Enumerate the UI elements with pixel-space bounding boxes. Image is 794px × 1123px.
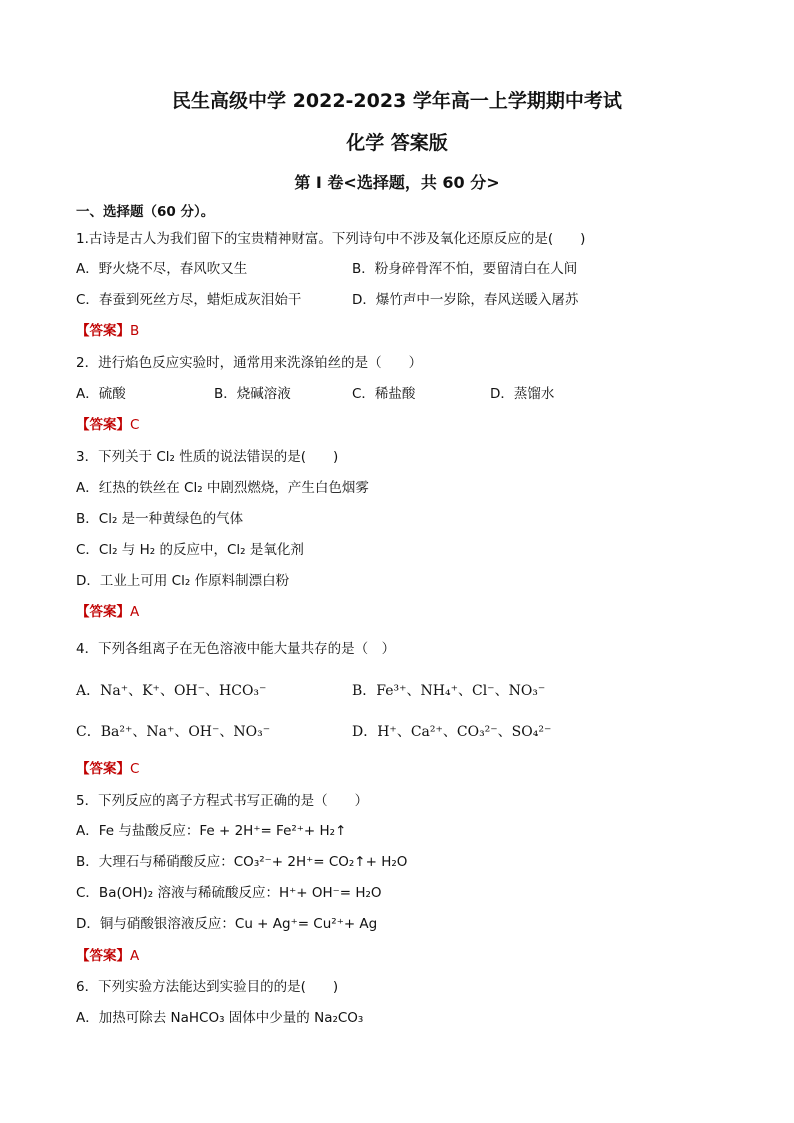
q1-option-b: B．粉身碎骨浑不怕，要留清白在人间 bbox=[352, 261, 578, 277]
q4-option-c: C．Ba²⁺、Na⁺、OH⁻、NO₃⁻ bbox=[76, 724, 271, 740]
q2-answer bbox=[76, 415, 139, 435]
q5-option-c: C．Ba(OH)₂ 溶液与稀硫酸反应：H⁺+ OH⁻= H₂O bbox=[76, 885, 382, 901]
q2-option-d: D．蒸馏水 bbox=[490, 386, 555, 402]
q3-answer-value: A bbox=[130, 604, 140, 620]
answer-label: 【答案】 bbox=[76, 761, 130, 777]
q3-option-a: A．红热的铁丝在 Cl₂ 中剧烈燃烧，产生白色烟雾 bbox=[76, 480, 369, 496]
q5-stem: 5．下列反应的离子方程式书写正确的是（ ） bbox=[76, 793, 369, 809]
q4-stem: 4．下列各组离子在无色溶液中能大量共存的是（ ） bbox=[76, 641, 396, 657]
q5-option-a: A．Fe 与盐酸反应：Fe + 2H⁺= Fe²⁺+ H₂↑ bbox=[76, 823, 347, 839]
answer-label: 【答案】 bbox=[76, 948, 130, 964]
q5-answer-value: A bbox=[130, 948, 140, 964]
q3-option-d: D．工业上可用 Cl₂ 作原料制漂白粉 bbox=[76, 573, 290, 589]
q1-option-c: C．春蚕到死丝方尽，蜡炬成灰泪始干 bbox=[76, 292, 302, 308]
q1-answer bbox=[76, 321, 139, 341]
q5-option-d: D．铜与硝酸银溶液反应：Cu + Ag⁺= Cu²⁺+ Ag bbox=[76, 916, 378, 932]
q5-answer bbox=[76, 946, 139, 966]
part-heading: 第 I 卷<选择题，共 60 分> bbox=[294, 173, 500, 192]
q6-option-a: A．加热可除去 NaHCO₃ 固体中少量的 Na₂CO₃ bbox=[76, 1010, 364, 1026]
q2-stem: 2．进行焰色反应实验时，通常用来洗涤铂丝的是（ ） bbox=[76, 355, 423, 371]
q2-answer-value: C bbox=[130, 417, 140, 433]
answer-label: 【答案】 bbox=[76, 417, 130, 433]
q4-answer bbox=[76, 759, 139, 779]
answer-label: 【答案】 bbox=[76, 323, 130, 339]
q3-answer bbox=[76, 602, 139, 622]
q2-option-c: C．稀盐酸 bbox=[352, 386, 416, 402]
q4-option-a: A．Na⁺、K⁺、OH⁻、HCO₃⁻ bbox=[76, 683, 267, 699]
q2-option-b: B．烧碱溶液 bbox=[214, 386, 291, 402]
exam-subtitle: 化学 答案版 bbox=[346, 132, 448, 154]
q4-option-d: D．H⁺、Ca²⁺、CO₃²⁻、SO₄²⁻ bbox=[352, 724, 552, 740]
q1-stem: 1.古诗是古人为我们留下的宝贵精神财富。下列诗句中不涉及氧化还原反应的是( ) bbox=[76, 231, 586, 247]
answer-label: 【答案】 bbox=[76, 604, 130, 620]
q3-stem: 3．下列关于 Cl₂ 性质的说法错误的是( ) bbox=[76, 449, 339, 465]
q5-option-b: B．大理石与稀硝酸反应：CO₃²⁻+ 2H⁺= CO₂↑+ H₂O bbox=[76, 854, 408, 870]
q6-stem: 6．下列实验方法能达到实验目的的是( ) bbox=[76, 979, 339, 995]
q1-option-d: D．爆竹声中一岁除，春风送暖入屠苏 bbox=[352, 292, 579, 308]
q4-option-b: B．Fe³⁺、NH₄⁺、Cl⁻、NO₃⁻ bbox=[352, 683, 546, 699]
q4-answer-value: C bbox=[130, 761, 140, 777]
section-heading: 一、选择题（60 分）。 bbox=[76, 204, 215, 220]
q2-option-a: A．硫酸 bbox=[76, 386, 126, 402]
q1-option-a: A．野火烧不尽，春风吹又生 bbox=[76, 261, 248, 277]
exam-title: 民生高级中学 2022-2023 学年高一上学期期中考试 bbox=[172, 90, 622, 112]
q3-option-b: B．Cl₂ 是一种黄绿色的气体 bbox=[76, 511, 244, 527]
q3-option-c: C．Cl₂ 与 H₂ 的反应中，Cl₂ 是氧化剂 bbox=[76, 542, 304, 558]
q1-answer-value: B bbox=[130, 323, 140, 339]
